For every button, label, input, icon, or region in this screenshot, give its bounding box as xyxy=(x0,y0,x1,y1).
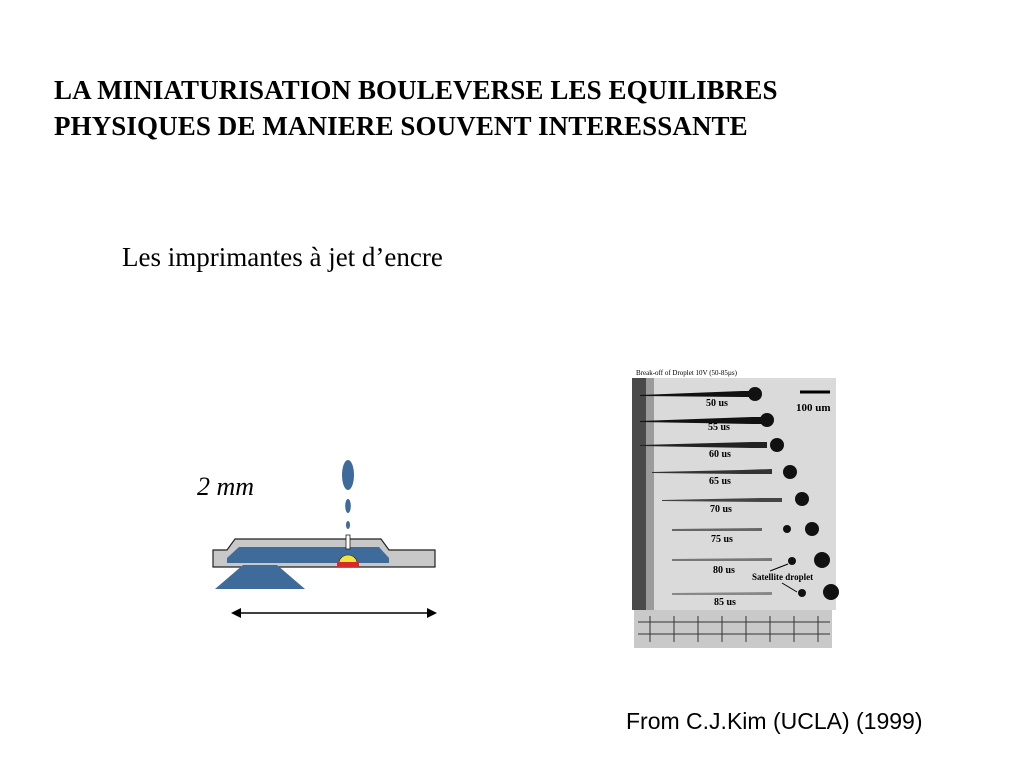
frame-label-60us: 60 us xyxy=(709,449,731,460)
frame-label-80us: 80 us xyxy=(713,565,735,576)
scale-bar-label: 100 um xyxy=(796,402,831,414)
frame-label-70us: 70 us xyxy=(710,504,732,515)
nozzle-opening xyxy=(346,535,350,549)
droplet-55us xyxy=(760,413,774,427)
micrograph-header: Break-off of Droplet 10V (50-85µs) xyxy=(636,369,737,377)
inkjet-printhead-diagram xyxy=(205,455,441,625)
satellite-75us xyxy=(783,525,791,533)
droplet-65us xyxy=(783,465,797,479)
ink-droplet-small xyxy=(346,521,350,529)
droplet-50us xyxy=(748,387,762,401)
satellite-annotation: Satellite droplet xyxy=(752,572,814,582)
droplet-70us xyxy=(795,492,809,506)
ruler-strip xyxy=(634,610,832,648)
frame-label-65us: 65 us xyxy=(709,476,731,487)
printhead-body xyxy=(213,535,435,567)
slide-title-line-2: PHYSIQUES DE MANIERE SOUVENT INTERESSANTE xyxy=(54,111,748,141)
slide-title-line-1: LA MINIATURISATION BOULEVERSE LES EQUILIBRES xyxy=(54,75,778,105)
scale-arrow xyxy=(231,608,437,618)
droplet-75us xyxy=(805,522,819,536)
droplet-breakoff-micrograph xyxy=(632,366,840,648)
frame-label-75us: 75 us xyxy=(711,534,733,545)
frame-label-50us: 50 us xyxy=(706,398,728,409)
ink-droplet-medium xyxy=(345,499,351,513)
printhead-support xyxy=(215,565,305,589)
heater-element xyxy=(337,562,359,567)
slide-title xyxy=(54,72,994,144)
satellite-80us xyxy=(788,557,796,565)
droplet-85us xyxy=(823,584,839,600)
ink-droplet-large xyxy=(342,460,354,490)
frame-label-85us: 85 us xyxy=(714,597,736,608)
scale-label: 2 mm xyxy=(197,472,255,501)
ink-droplets xyxy=(342,460,354,529)
droplet-60us xyxy=(770,438,784,452)
image-credit: From C.J.Kim (UCLA) (1999) xyxy=(626,708,923,734)
frame-label-55us: 55 us xyxy=(708,422,730,433)
ink-chamber xyxy=(227,547,389,563)
satellite-85us xyxy=(798,589,806,597)
slide-subtitle: Les imprimantes à jet d’encre xyxy=(122,242,443,272)
droplet-80us xyxy=(814,552,830,568)
